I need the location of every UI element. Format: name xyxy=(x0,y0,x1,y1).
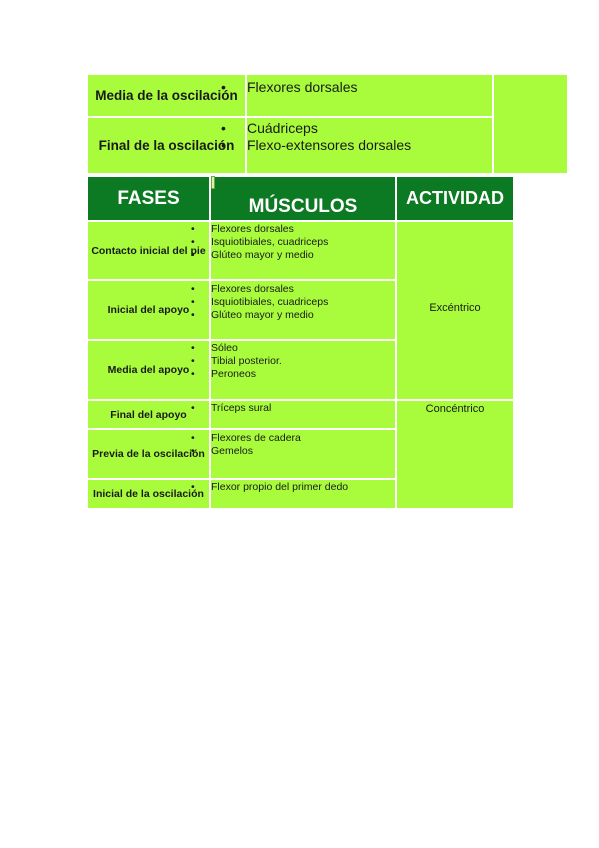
muscles-cell xyxy=(211,281,395,339)
muscle-list xyxy=(211,342,395,381)
list-item: • Tibial posterior. xyxy=(211,355,395,368)
header-label: FASES xyxy=(117,187,180,209)
muscles-cell xyxy=(247,75,492,116)
phase-label: Final de la oscilación xyxy=(98,138,235,153)
list-item: • Flexores dorsales xyxy=(211,283,395,296)
activity-label: Excéntrico xyxy=(429,302,481,314)
muscle-list xyxy=(211,223,395,262)
list-item: • Cuádriceps xyxy=(247,120,492,137)
list-item: • Flexo-extensores dorsales xyxy=(247,137,492,154)
activity-cell-concentric xyxy=(397,401,513,508)
list-item: • Peroneos xyxy=(211,368,395,381)
muscle-list xyxy=(211,402,395,415)
list-item: • Tríceps sural xyxy=(211,402,395,415)
header-fases xyxy=(88,177,209,220)
header-actividad xyxy=(397,177,513,220)
list-item: • Isquiotibiales, cuadriceps xyxy=(211,296,395,309)
empty-cell xyxy=(494,75,567,173)
muscles-cell xyxy=(247,118,492,173)
muscle-list xyxy=(211,283,395,322)
muscles-cell xyxy=(211,341,395,399)
header-musculos xyxy=(211,177,395,220)
muscle-list xyxy=(211,432,395,458)
phase-label: Inicial de la oscilación xyxy=(93,488,204,500)
muscle-list xyxy=(211,481,395,494)
header-label: ACTIVIDAD xyxy=(406,188,504,208)
muscles-cell xyxy=(211,480,395,508)
list-item: • Sóleo xyxy=(211,342,395,355)
list-item: • Isquiotibiales, cuadriceps xyxy=(211,236,395,249)
list-item: • Glúteo mayor y medio xyxy=(211,309,395,322)
list-item: • Flexores dorsales xyxy=(211,223,395,236)
muscle-list xyxy=(247,79,492,96)
phase-label: Media de la oscilación xyxy=(95,88,238,103)
list-item: • Flexores de cadera xyxy=(211,432,395,445)
phase-label: Previa de la oscilación xyxy=(92,448,205,460)
phase-label: Inicial del apoyo xyxy=(107,304,190,316)
muscle-list xyxy=(247,120,492,154)
list-item: • Flexores dorsales xyxy=(247,79,492,96)
activity-label: Concéntrico xyxy=(425,403,485,415)
phase-label: Contacto inicial del pie xyxy=(91,244,206,257)
phase-label: Final del apoyo xyxy=(110,408,187,421)
phase-label: Media del apoyo xyxy=(107,364,190,376)
list-item: • Gemelos xyxy=(211,445,395,458)
muscles-cell xyxy=(211,222,395,279)
text-cursor-marker xyxy=(211,176,215,189)
list-item: • Flexor propio del primer dedo xyxy=(211,481,395,494)
muscles-cell xyxy=(211,430,395,478)
muscles-cell xyxy=(211,401,395,428)
header-label: MÚSCULOS xyxy=(248,196,358,217)
activity-cell-eccentric xyxy=(397,222,513,399)
list-item: • Glúteo mayor y medio xyxy=(211,249,395,262)
